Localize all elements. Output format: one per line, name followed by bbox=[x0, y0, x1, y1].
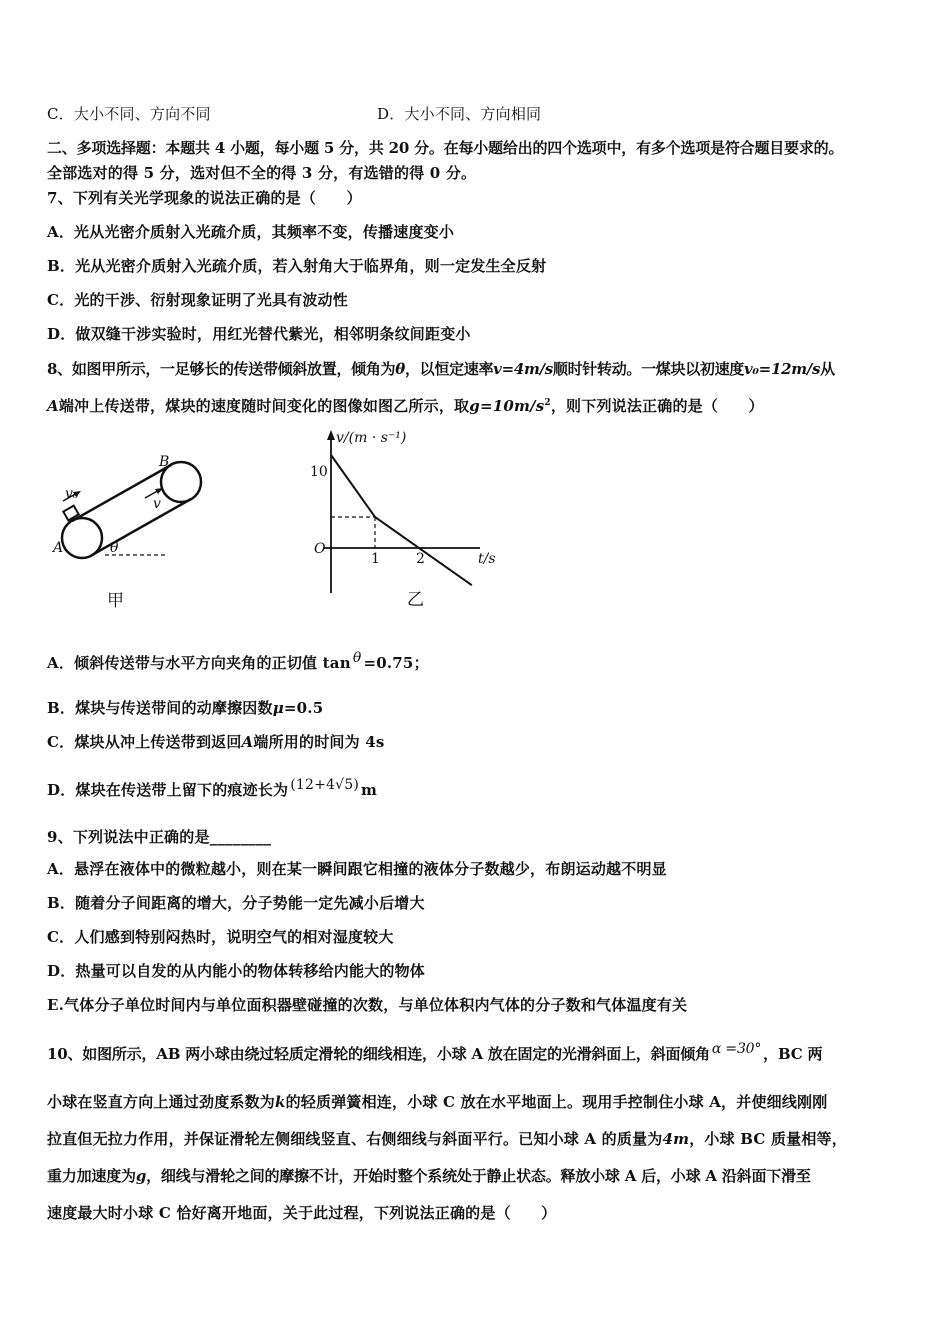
q8-option-c bbox=[47, 731, 385, 752]
q10-4m: 4m bbox=[662, 1130, 690, 1148]
q8-stem-text: 从 bbox=[820, 360, 835, 378]
q8-stem-text: 顺时针转动。一煤块以初速度 bbox=[552, 360, 744, 378]
figure-jia bbox=[45, 440, 245, 615]
label-b: B bbox=[159, 454, 170, 470]
q10-g: g bbox=[135, 1167, 147, 1185]
q8-option-d-text: m bbox=[361, 781, 378, 799]
q8-option-a-theta: θ bbox=[352, 650, 362, 666]
q10-line-1 bbox=[47, 1041, 822, 1064]
q10-text: ，细线与滑轮之间的摩擦不计，开始时整个系统处于静止状态。释放小球 A 后，小球 A 沿斜面下滑至 bbox=[146, 1167, 811, 1185]
section2-heading-2: 全部选对的得 5 分，选对但不全的得 3 分，有选错的得 0 分。 bbox=[47, 164, 477, 182]
q9-option-b: B．随着分子间距离的增大，分子势能一定先减小后增大 bbox=[47, 894, 425, 912]
q10-text: 重力加速度为 bbox=[47, 1167, 136, 1185]
label-v: v bbox=[153, 496, 161, 512]
q9-option-d: D．热量可以自发的从内能小的物体转移给内能大的物体 bbox=[47, 962, 426, 980]
x-tick-1: 1 bbox=[371, 551, 380, 567]
q8-g-eq: g=10m/s bbox=[469, 397, 545, 415]
q10-alpha-expr: α =30° bbox=[711, 1041, 762, 1057]
q10-text: 小球在竖直方向上通过劲度系数为 bbox=[47, 1093, 276, 1111]
q8-option-b-text: B．煤块与传送带间的动摩擦因数 bbox=[47, 699, 273, 717]
q8-option-c-text: C．煤块从冲上传送带到返回 bbox=[47, 733, 242, 751]
q8-stem-line2 bbox=[47, 395, 764, 416]
q7-stem: 7、下列有关光学现象的说法正确的是（ ） bbox=[47, 189, 362, 207]
q10-text: ，BC 两 bbox=[763, 1045, 823, 1063]
q10-line-2 bbox=[47, 1091, 827, 1112]
q9-stem: 9、下列说法中正确的是________ bbox=[47, 828, 272, 846]
belt-bottom-line bbox=[92, 499, 191, 555]
q8-stem-line1 bbox=[47, 358, 835, 379]
origin-label: O bbox=[314, 541, 326, 557]
q8-stem-text: ，则下列说法正确的是（ ） bbox=[550, 397, 764, 415]
q10-line-4 bbox=[47, 1165, 811, 1186]
q10-k: k bbox=[275, 1093, 286, 1111]
q8-option-b bbox=[47, 697, 323, 718]
q7-option-b: B．光从光密介质射入光疏介质，若入射角大于临界角，则一定发生全反射 bbox=[47, 257, 547, 275]
section2-heading-1: 二、多项选择题：本题共 4 小题，每小题 5 分，共 20 分。在每小题给出的四个选项中，有多个选项是符合题目要求的。 bbox=[47, 139, 844, 157]
q8-theta: θ bbox=[395, 360, 405, 378]
belt-top-line bbox=[72, 465, 171, 521]
q8-option-c-a: A bbox=[241, 733, 254, 751]
q8-v-eq: v=4m/s bbox=[493, 360, 553, 378]
x-axis-label: t/s bbox=[478, 551, 496, 567]
q8-option-d-expr: (12+4√5) bbox=[290, 777, 360, 793]
q8-mu: μ bbox=[272, 699, 284, 717]
q7-option-d: D．做双缝干涉实验时，用红光替代紫光，相邻明条纹间距变小 bbox=[47, 325, 471, 343]
q10-line-3 bbox=[47, 1128, 847, 1149]
q10-text: 的轻质弹簧相连，小球 C 放在水平地面上。现用手控制住小球 A，并使细线刚刚 bbox=[285, 1093, 828, 1111]
y-axis-arrowhead bbox=[327, 430, 335, 440]
x-tick-2: 2 bbox=[416, 551, 425, 567]
q8-option-d-text: D．煤块在传送带上留下的痕迹长为 bbox=[47, 781, 289, 799]
label-a: A bbox=[53, 540, 64, 556]
q6-option-c: C．大小不同、方向不同 bbox=[47, 105, 211, 123]
q10-text: 拉直但无拉力作用，并保证滑轮左侧细线竖直、右侧细线与斜面平行。已知小球 A 的质量为 bbox=[47, 1130, 663, 1148]
vt-segment-1 bbox=[331, 455, 375, 517]
q8-option-c-text: 端所用的时间为 4s bbox=[253, 733, 385, 751]
y-tick-10: 10 bbox=[310, 464, 328, 480]
figure-yi-vt-graph bbox=[300, 428, 510, 613]
q9-option-a: A．悬浮在液体中的微粒越小，则在某一瞬间跟它相撞的液体分子数越少，布朗运动越不明显 bbox=[47, 860, 667, 878]
q6-option-d: D．大小不同、方向相同 bbox=[377, 105, 542, 123]
q8-stem-text: 8、如图甲所示，一足够长的传送带倾斜放置，倾角为 bbox=[47, 360, 396, 378]
label-theta: θ bbox=[110, 540, 119, 556]
q7-option-a: A．光从光密介质射入光疏介质，其频率不变，传播速度变小 bbox=[47, 223, 455, 241]
q8-g-sup: 2 bbox=[544, 398, 551, 408]
q9-option-c: C．人们感到特别闷热时，说明空气的相对湿度较大 bbox=[47, 928, 394, 946]
q8-stem-text: 端冲上传送带，煤块的速度随时间变化的图像如图乙所示，取 bbox=[58, 397, 470, 415]
q9-option-e: E.气体分子单位时间内与单位面积器壁碰撞的次数，与单位体积内气体的分子数和气体温度有关 bbox=[47, 996, 688, 1014]
caption-yi: 乙 bbox=[407, 590, 424, 610]
q8-option-a-text: =0.75； bbox=[363, 654, 429, 672]
q8-option-b-text: =0.5 bbox=[283, 699, 324, 717]
q8-stem-text: ，以恒定速率 bbox=[404, 360, 494, 378]
y-axis-label: v/(m · s⁻¹) bbox=[336, 430, 407, 446]
q10-text: ，小球 BC 质量相等， bbox=[689, 1130, 847, 1148]
label-v0: v₀ bbox=[65, 486, 79, 502]
q10-text: 10、如图所示，AB 两小球由绕过轻质定滑轮的细线相连，小球 A 放在固定的光滑斜面上，斜面倾角 bbox=[47, 1045, 710, 1063]
q8-option-a bbox=[47, 650, 429, 673]
q8-option-a-text: A．倾斜传送带与水平方向夹角的正切值 tan bbox=[47, 654, 351, 672]
q7-option-c: C．光的干涉、衍射现象证明了光具有波动性 bbox=[47, 291, 348, 309]
q8-v0-eq: v₀=12m/s bbox=[744, 360, 821, 378]
q8-point-a: A bbox=[47, 397, 59, 415]
caption-jia: 甲 bbox=[107, 591, 124, 611]
q10-line-5: 速度最大时小球 C 恰好离开地面，关于此过程，下列说法正确的是（ ） bbox=[47, 1204, 557, 1222]
q8-option-d bbox=[47, 777, 377, 800]
